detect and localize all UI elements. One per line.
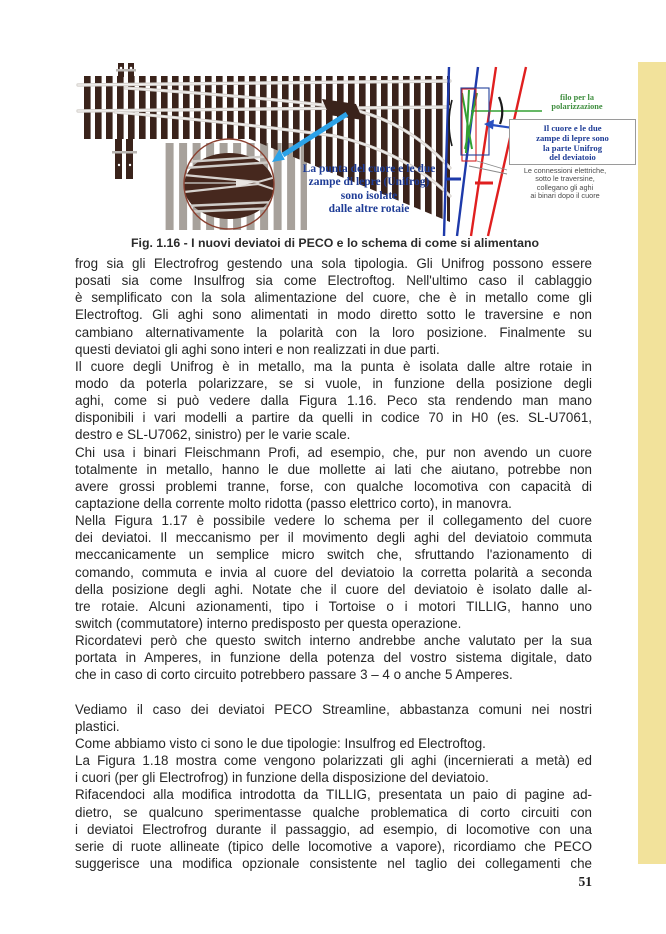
label-unifrog-box xyxy=(509,119,636,165)
label-line: sono isolate xyxy=(340,189,398,202)
label-line: collegano gli aghi xyxy=(536,182,594,192)
text-line: posati sia come Insulfrog sia come Electroftog. Nell'ultimo caso il cablaggio xyxy=(75,273,592,289)
paragraph xyxy=(75,786,592,872)
label-line: Le connessioni elettriche, xyxy=(523,166,607,175)
paragraph xyxy=(75,701,592,735)
text-line: captazione della corrente molto ridotta (passo elettrico corto), in manovra. xyxy=(75,495,512,511)
text-line: switch (commutatore) interno predisposto per questa operazione. xyxy=(75,615,462,631)
text-line: disponibili i vari modelli a partire da quelli in codice 70 in H0 (es. SL-U7061, xyxy=(75,410,592,426)
text-line: Ricordatevi però che questo switch interno andrebbe anche valutato per la sua xyxy=(75,633,592,649)
label-line: dalle altre rotaie xyxy=(328,203,410,216)
text-line: è semplificato con la sola alimentazione del cuore, che è in metallo come gli xyxy=(75,290,592,306)
text-line: meccanicamente un semplice micro switch che, sfruttando l'azionamento di xyxy=(75,547,592,563)
text-line: comando, commuta e invia al cuore del deviatoio la corretta polarità a seconda xyxy=(75,564,592,580)
paragraph-spacer xyxy=(75,684,592,701)
label-line: filo per la xyxy=(560,93,594,102)
text-line: serie di ruote allineate (tipico delle locomotive a vapore), ricordiamo che PECO xyxy=(75,838,592,854)
inset-caption-unifrog xyxy=(290,163,448,217)
paragraph xyxy=(75,512,592,632)
text-line: frog sia gli Electrofrog gestendo una sola tipologia. Gli Unifrog possono essere xyxy=(75,256,592,271)
text-line: Come abbiamo visto ci sono le due tipologie: Insulfrog ed Electroftog. xyxy=(75,735,486,751)
text-line: portata in Amperes, in funzione della potenza del vostro sistema digitale, dato xyxy=(75,650,592,666)
text-line: dei deviatoi. Il meccanismo per il movimento degli aghi del deviatoio commuta xyxy=(75,530,592,546)
text-line: i deviatoi Electrofrog durante il passaggio, ad esempio, di locomotive con una xyxy=(75,821,592,837)
text-line: cambiano alternativamente la polarità con la loro posizione. Finalmente su xyxy=(75,324,592,340)
paragraph xyxy=(75,735,592,752)
label-polarization-wire xyxy=(540,93,614,111)
frog-inset-magnified xyxy=(184,153,276,219)
label-line: La punta del cuore e le due xyxy=(302,163,436,175)
text-line: i cuori (per gli Electrofrog) in funzione della disposizione del deviatoio. xyxy=(75,770,489,786)
text-line: plastici. xyxy=(75,718,120,734)
text-line: Chi usa i binari Fleischmann Profi, ad esempio, che, pur non avendo un cuore xyxy=(75,444,592,460)
figure-caption: Fig. 1.16 - I nuovi deviatoi di PECO e lo schema di come si alimentano xyxy=(131,236,539,250)
text-line: questi deviatoi gli aghi sono interi e non realizzati in due parti. xyxy=(75,341,440,357)
label-line: ai binari dopo il cuore xyxy=(530,191,600,201)
text-line: Nella Figura 1.17 è possibile vedere lo schema per il collegamento del cuore xyxy=(75,513,592,529)
text-line: della posizione degli aghi. Notate che il cuore del deviatoio è isolato dalle al- xyxy=(75,581,592,597)
label-line: zampe di lepre sono xyxy=(536,132,609,143)
label-line: zampe di lepre (Unifrog) xyxy=(308,176,430,189)
paragraph xyxy=(75,632,592,683)
paragraph xyxy=(75,444,592,513)
text-line: La Figura 1.18 mostra come vengono polarizzati gli aghi (incernierati a metà) ed xyxy=(75,753,592,769)
text-line: aghi, come si può vedere dalla Figura 1.16. Peco sta rendendo man mano xyxy=(75,393,592,409)
label-electrical-connections xyxy=(503,167,627,201)
label-line: polarizzazione xyxy=(551,102,603,112)
body-text xyxy=(75,255,592,872)
label-line: Il cuore e le due xyxy=(543,123,602,133)
text-line: Rifacendoci alla modifica introdotta da TILLIG, presentata un paio di pagine ad- xyxy=(75,787,592,803)
text-line: totalmente in metallo, hanno le due mollette ai lati che aiutano, potrebbe non xyxy=(75,461,592,477)
paragraph xyxy=(75,255,592,358)
text-line: Electroftog. Gli aghi sono alimentati in modo diretto sotto le traversine e non xyxy=(75,307,592,323)
label-line: del deviatoio xyxy=(549,152,596,163)
text-line: tre rotaie. Alcuni azionamenti, tipo i Tortoise o i motori TILLIG, hanno uno xyxy=(75,598,592,614)
paragraph xyxy=(75,358,592,444)
text-line: Vediamo il caso dei deviatoi PECO Streamline, abbastanza comuni nei nostri xyxy=(75,701,592,717)
paragraph xyxy=(75,752,592,786)
text-line: avere grossi problemi tranne, forse, con qualche locomotiva con capacità di xyxy=(75,478,592,494)
text-line: destro e SL-U7062, sinistro) per le varie scale. xyxy=(75,427,351,443)
label-line: la parte Unifrog xyxy=(542,142,603,153)
text-line: suggerisce una modifica opzionale consistente nel taglio dei collegamenti che xyxy=(75,855,592,871)
text-line: dietro, se qualcuno sperimentasse qualche problematica di corto circuiti con xyxy=(75,804,592,820)
label-line: sotto le traversine, xyxy=(535,174,595,184)
text-line: modo da poterla polarizzare, se si vuole, in funzione della posizione degli xyxy=(75,375,592,391)
text-line: Il cuore degli Unifrog è in metallo, ma la punta è isolata dalle altre rotaie in xyxy=(75,358,592,374)
text-line: che in caso di corto circuito potrebbero passare 3 – 4 o anche 5 Amperes. xyxy=(75,667,513,683)
page-number: 51 xyxy=(578,874,592,889)
